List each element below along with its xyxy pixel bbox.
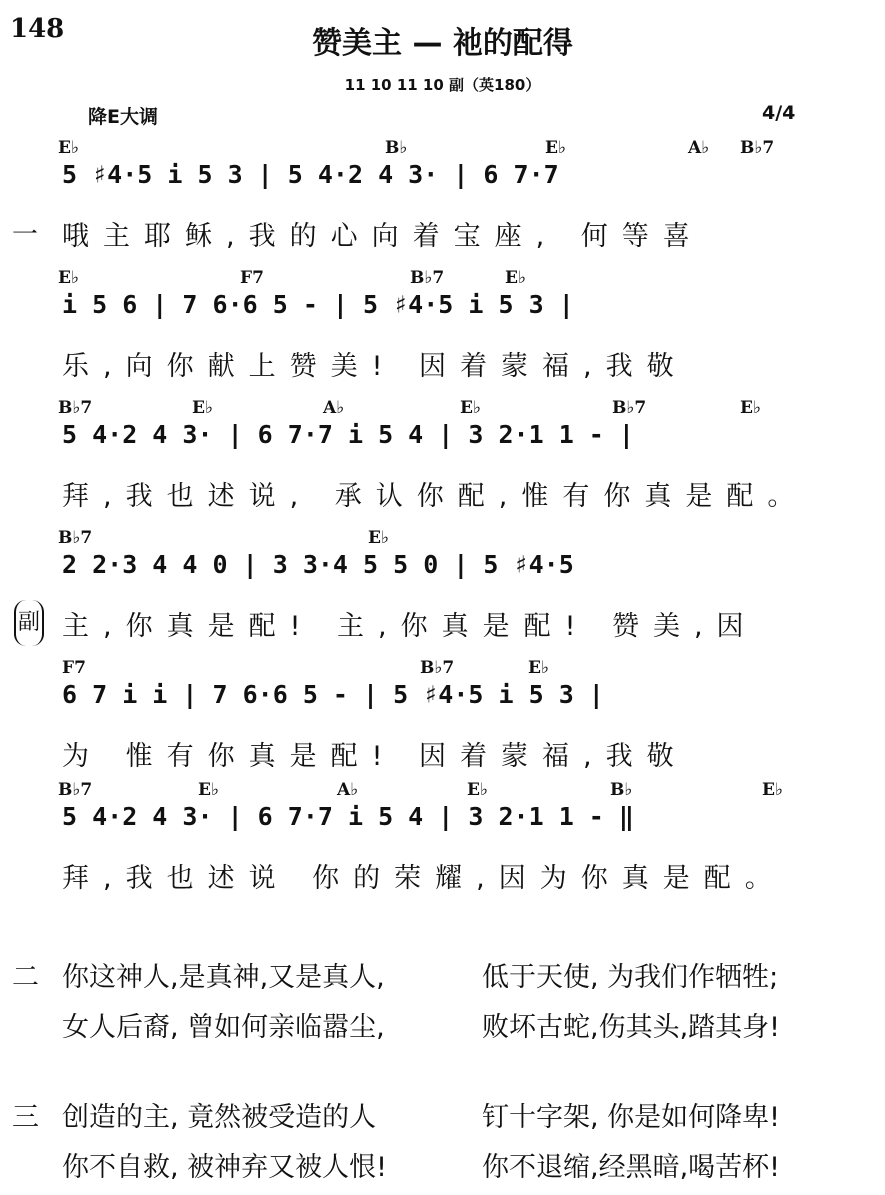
notation-line: 5 ♯4·5 i 5 3 | 5 4·2 4 3· | 6 7·7 bbox=[62, 160, 559, 189]
verse-line-left: 你这神人,是真神,又是真人, bbox=[62, 962, 385, 993]
chord-symbol: E♭ bbox=[58, 268, 79, 288]
verse-line-left: 创造的主, 竟然被受造的人 bbox=[62, 1102, 377, 1133]
lyric-line: 乐,向你献上赞美! 因着蒙福,我敬 bbox=[62, 351, 688, 382]
chord-symbol: E♭ bbox=[58, 138, 79, 158]
chord-symbol: B♭ bbox=[610, 780, 633, 800]
lyric-line: 哦主耶稣,我的心向着宝座, 何等喜 bbox=[62, 221, 704, 252]
chord-symbol: E♭ bbox=[467, 780, 488, 800]
lyric-line: 拜,我也述说, 承认你配,惟有你真是配。 bbox=[62, 481, 809, 512]
notation-line: 6 7 i i | 7 6·6 5 - | 5 ♯4·5 i 5 3 | bbox=[62, 680, 604, 709]
time-signature: 4/4 bbox=[762, 102, 796, 124]
chord-symbol: E♭ bbox=[545, 138, 566, 158]
chord-symbol: E♭ bbox=[505, 268, 526, 288]
chord-symbol: E♭ bbox=[198, 780, 219, 800]
chord-symbol: F7 bbox=[240, 268, 264, 288]
verse-line-right: 你不退缩,经黑暗,喝苦杯! bbox=[482, 1152, 780, 1183]
chord-symbol: E♭ bbox=[528, 658, 549, 678]
notation-line: 5 4·2 4 3· | 6 7·7 i 5 4 | 3 2·1 1 - | bbox=[62, 420, 634, 449]
chord-symbol: B♭7 bbox=[612, 398, 647, 418]
chord-symbol: E♭ bbox=[192, 398, 213, 418]
hymn-title: 赞美主 — 祂的配得 bbox=[312, 26, 573, 61]
notation-line: 2 2·3 4 4 0 | 3 3·4 5 5 0 | 5 ♯4·5 bbox=[62, 550, 574, 579]
notation-line: i 5 6 | 7 6·6 5 - | 5 ♯4·5 i 5 3 | bbox=[62, 290, 574, 319]
lyric-line: 拜,我也述说 你的荣耀,因为你真是配。 bbox=[62, 863, 786, 894]
chord-symbol: E♭ bbox=[740, 398, 761, 418]
chord-symbol: B♭7 bbox=[58, 398, 93, 418]
chord-symbol: B♭7 bbox=[410, 268, 445, 288]
chord-symbol: A♭ bbox=[337, 780, 359, 800]
chord-symbol: B♭7 bbox=[58, 528, 93, 548]
verse-line-right: 败坏古蛇,伤其头,踏其身! bbox=[482, 1012, 780, 1043]
verse-line-right: 钉十字架, 你是如何降卑! bbox=[482, 1102, 780, 1133]
notation-line: 5 4·2 4 3· | 6 7·7 i 5 4 | 3 2·1 1 - ‖ bbox=[62, 802, 634, 831]
verse-line-left: 女人后裔, 曾如何亲临嚣尘, bbox=[62, 1012, 385, 1043]
hymn-number: 148 bbox=[10, 14, 65, 44]
verse-marker: 副 bbox=[14, 600, 44, 646]
chord-symbol: B♭ bbox=[385, 138, 408, 158]
chord-symbol: A♭ bbox=[323, 398, 345, 418]
chord-symbol: E♭ bbox=[368, 528, 389, 548]
chord-symbol: F7 bbox=[62, 658, 86, 678]
verse-marker: 一 bbox=[12, 220, 39, 250]
lyric-line: 主,你真是配! 主,你真是配! 赞美,因 bbox=[62, 611, 758, 642]
chord-symbol: E♭ bbox=[460, 398, 481, 418]
chord-symbol: E♭ bbox=[762, 780, 783, 800]
verse-line-right: 低于天使, 为我们作牺牲; bbox=[482, 962, 779, 993]
chord-symbol: B♭7 bbox=[740, 138, 775, 158]
meter-label: 11 10 11 10 副（英180） bbox=[344, 76, 541, 94]
verse-number: 三 bbox=[12, 1102, 39, 1133]
chord-symbol: B♭7 bbox=[58, 780, 93, 800]
chord-symbol: A♭ bbox=[688, 138, 710, 158]
verse-line-left: 你不自救, 被神弃又被人恨! bbox=[62, 1152, 387, 1183]
chord-symbol: B♭7 bbox=[420, 658, 455, 678]
key-signature: 降E大调 bbox=[88, 106, 158, 128]
verse-number: 二 bbox=[12, 962, 39, 993]
lyric-line: 为 惟有你真是配! 因着蒙福,我敬 bbox=[62, 741, 688, 772]
